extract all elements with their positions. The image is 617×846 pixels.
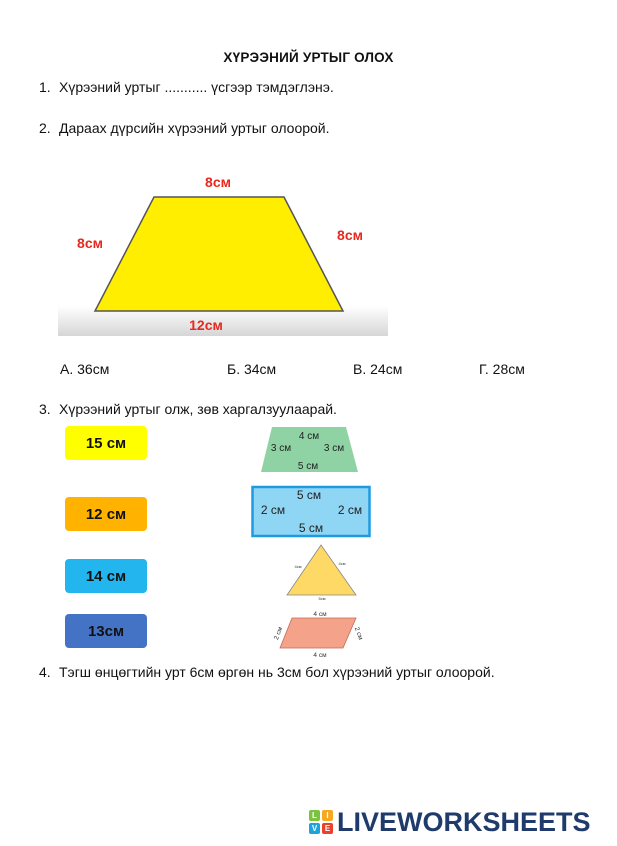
logo-mark-l: L <box>309 810 320 821</box>
question-2 <box>39 120 330 136</box>
blue-rectangle-shape[interactable] <box>251 485 372 539</box>
trapezoid-shape <box>95 197 343 311</box>
question-number: 2. <box>39 120 51 136</box>
option-d[interactable]: Г. 28см <box>479 361 525 377</box>
green-left-label: 3 см <box>270 443 292 454</box>
question-number: 4. <box>39 664 51 680</box>
blue-right-label: 2 см <box>337 503 363 517</box>
blue-bottom-label: 5 см <box>298 521 324 535</box>
triangle-bottom-label: 5см <box>318 596 326 601</box>
option-b[interactable]: Б. 34см <box>227 361 277 377</box>
green-right-label: 3 см <box>323 443 345 454</box>
logo-mark-e: E <box>322 823 333 834</box>
trapezoid-bottom-label: 12см <box>189 317 223 333</box>
parallelogram-shape[interactable] <box>272 608 364 660</box>
question-text: Тэгш өнцөгтийн урт 6см өргөн нь 3см бол хүрээний уртыг олоорой. <box>59 664 495 680</box>
triangle-shape[interactable] <box>286 544 358 602</box>
parallelogram-bottom-label: 4 см <box>313 652 327 659</box>
answer-14cm[interactable]: 14 см <box>65 559 147 593</box>
parallelogram-right-label: 2 см <box>352 626 364 641</box>
green-top-label: 4 см <box>298 431 320 442</box>
logo-text: LIVEWORKSHEETS <box>337 806 591 837</box>
answer-15cm[interactable]: 15 см <box>65 426 147 460</box>
option-a[interactable]: А. 36см <box>60 361 110 377</box>
triangle-right-label: 4см <box>338 561 346 566</box>
option-c[interactable]: В. 24см <box>353 361 403 377</box>
question-text: Хүрээний уртыг олж, зөв харгалзуулаарай. <box>59 401 337 417</box>
question-4 <box>39 664 495 680</box>
parallelogram-left-label: 2 см <box>273 626 285 641</box>
green-trapezoid-shape[interactable] <box>258 426 362 474</box>
parallelogram-fill <box>280 618 356 648</box>
triangle-left-label: 4см <box>294 564 302 569</box>
green-bottom-label: 5 см <box>297 461 319 472</box>
worksheet-title: ХҮРЭЭНИЙ УРТЫГ ОЛОХ <box>223 50 394 65</box>
logo-mark-icon <box>309 810 333 834</box>
question-3 <box>39 401 337 417</box>
logo-mark-i: I <box>322 810 333 821</box>
question-number: 3. <box>39 401 51 417</box>
blue-left-label: 2 см <box>260 503 286 517</box>
answer-12cm[interactable]: 12 см <box>65 497 147 531</box>
question-text: Хүрээний уртыг ........... үсгээр тэмдэглэнэ. <box>59 79 334 95</box>
blue-top-label: 5 см <box>296 488 322 502</box>
question-number: 1. <box>39 79 51 95</box>
trapezoid-right-label: 8см <box>337 227 363 243</box>
parallelogram-top-label: 4 см <box>313 611 327 618</box>
question-text: Дараах дүрсийн хүрээний уртыг олоорой. <box>59 120 330 136</box>
trapezoid-figure <box>58 168 390 338</box>
triangle-fill <box>287 545 356 595</box>
logo-mark-v: V <box>309 823 320 834</box>
answer-13cm[interactable]: 13см <box>65 614 147 648</box>
question-1 <box>39 79 334 95</box>
trapezoid-top-label: 8см <box>205 174 231 190</box>
trapezoid-left-label: 8см <box>77 235 103 251</box>
liveworksheets-logo <box>309 808 609 836</box>
